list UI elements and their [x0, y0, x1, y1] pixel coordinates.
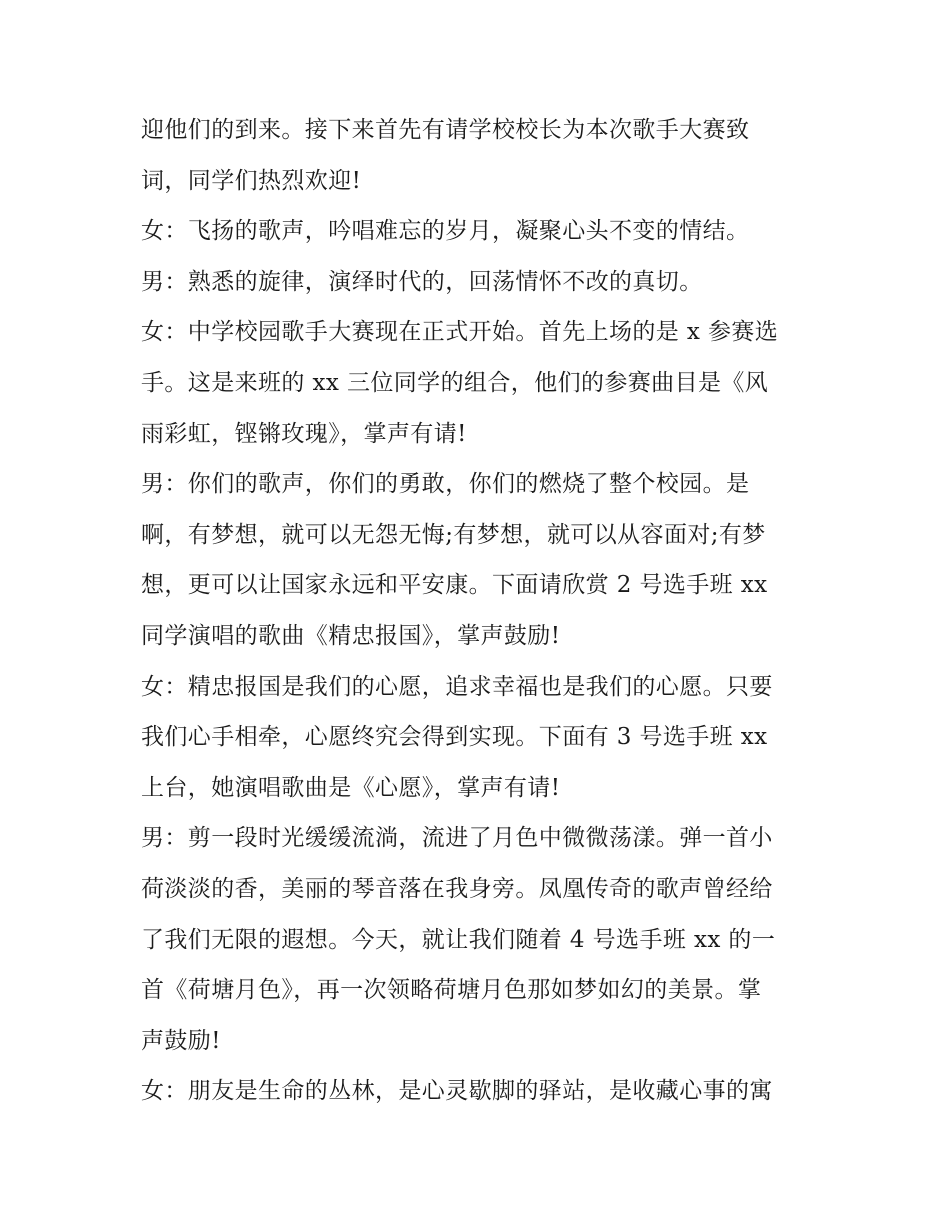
document-body [141, 105, 821, 1117]
text-line: 啊，有梦想，就可以无怨无悔;有梦想，就可以从容面对;有梦 [141, 521, 766, 548]
text-line: 首《荷塘月色》，再一次领略荷塘月色那如梦如幻的美景。掌 [141, 977, 762, 1004]
text-line: 迎他们的到来。接下来首先有请学校校长为本次歌手大赛致 [141, 117, 750, 143]
text-line: 女：精忠报国是我们的心愿，追求幸福也是我们的心愿。只要 [141, 673, 773, 700]
text-line: 声鼓励! [141, 1027, 221, 1054]
text-line: 手。这是来班的 xx 三位同学的组合，他们的参赛曲目是《风 [141, 369, 769, 396]
text-line: 同学演唱的歌曲《精忠报国》，掌声鼓励! [141, 622, 561, 649]
text-line: 男：你们的歌声，你们的勇敢，你们的燃烧了整个校园。是 [141, 471, 750, 498]
text-line: 我们心手相牵，心愿终究会得到实现。下面有 3 号选手班 xx [141, 724, 768, 751]
text-line: 女：飞扬的歌声，吟唱难忘的岁月，凝聚心头不变的情结。 [141, 218, 750, 245]
text-line: 荷淡淡的香，美丽的琴音落在我身旁。凤凰传奇的歌声曾经给 [141, 875, 773, 902]
text-line: 男：剪一段时光缓缓流淌，流进了月色中微微荡漾。弹一首小 [141, 825, 773, 852]
text-line: 女：中学校园歌手大赛现在正式开始。首先上场的是 x 参赛选 [141, 319, 779, 346]
text-line: 上台，她演唱歌曲是《心愿》，掌声有请! [141, 774, 561, 801]
text-line: 想，更可以让国家永远和平安康。下面请欣赏 2 号选手班 xx [141, 572, 768, 599]
text-line: 词，同学们热烈欢迎! [141, 167, 362, 194]
text-line: 雨彩虹，铿锵玫瑰》，掌声有请! [141, 420, 467, 447]
text-line: 男：熟悉的旋律，演绎时代的，回荡情怀不改的真切。 [141, 268, 703, 295]
text-line: 女：朋友是生命的丛林，是心灵歇脚的驿站，是收藏心事的寓 [141, 1078, 773, 1105]
text-line: 了我们无限的遐想。今天，就让我们随着 4 号选手班 xx 的一 [141, 926, 776, 953]
